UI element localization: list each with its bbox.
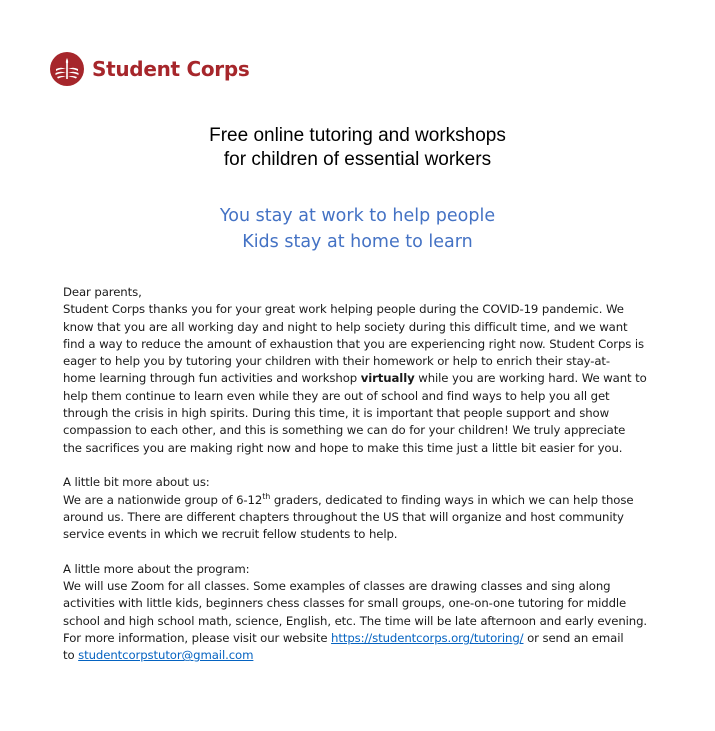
page-title (0, 124, 715, 172)
text-line: We will use Zoom for all classes. Some examples of classes are drawing classes and sing along (63, 579, 611, 594)
text-line: school and high school math, science, English, etc. The time will be late afternoon and early evening. (63, 613, 648, 628)
text-segment: home learning through fun activities and workshop (63, 371, 361, 386)
text-line: know that you are all working day and night to help society during this difficult time, and we want (63, 319, 628, 334)
text-line: service events in which we recruit fellow students to help. (63, 527, 398, 542)
student-corps-emblem-icon (50, 52, 84, 86)
text-segment: graders, dedicated to finding ways in which we can help those (270, 492, 634, 507)
email-link[interactable]: studentcorpstutor@gmail.com (78, 648, 254, 663)
letter-body (63, 284, 663, 665)
brand-logo (50, 51, 249, 87)
headline-line-2: for children of essential workers (223, 149, 492, 170)
text-line (63, 630, 663, 647)
text-line: around us. There are different chapters throughout the US that will organize and host community (63, 509, 624, 524)
paragraph-spacer (63, 457, 663, 474)
tagline-line-2: Kids stay at home to learn (242, 232, 473, 252)
text-segment: We are a nationwide group of 6-12 (63, 492, 263, 507)
text-segment: to (63, 648, 79, 663)
text-line: the sacrifices you are making right now and hope to make this time just a little bit easier for you. (63, 440, 623, 455)
website-link[interactable]: https://studentcorps.org/tutoring/ (331, 630, 524, 645)
tagline (0, 203, 715, 255)
section-heading: A little more about the program: (63, 561, 250, 576)
text-line: help them continue to learn even while they are out of school and find ways to help you all get (63, 388, 610, 403)
text-line (63, 370, 663, 387)
text-segment: while you are working hard. We want to (414, 371, 647, 386)
text-line (63, 492, 663, 509)
text-line: compassion to each other, and this is something we can do for your children! We truly appreciate (63, 423, 626, 438)
headline-line-1: Free online tutoring and workshops (209, 125, 506, 146)
greeting: Dear parents, (63, 285, 142, 299)
brand-name: Student Corps (92, 57, 250, 81)
text-line: eager to help you by tutoring your children with their homework or help to enrich their stay-at- (63, 354, 611, 369)
paragraph-spacer (63, 543, 663, 560)
superscript: th (262, 491, 271, 501)
text-line: find a way to reduce the amount of exhaustion that you are experiencing right now. Student Corps is (63, 336, 645, 351)
text-segment: or send an email (523, 630, 624, 645)
tagline-line-1: You stay at work to help people (219, 206, 496, 226)
text-line: through the crisis in high spirits. During this time, it is important that people support and show (63, 406, 610, 421)
text-line: Student Corps thanks you for your great work helping people during the COVID-19 pandemic. We (63, 302, 624, 317)
text-line (63, 647, 663, 664)
paragraph-about-us (63, 474, 663, 543)
emphasis-virtually: virtually (360, 371, 415, 386)
text-line: activities with little kids, beginners chess classes for small groups, one-on-one tutoring for middle (63, 596, 627, 611)
text-segment: For more information, please visit our website (63, 630, 332, 645)
paragraph-program (63, 561, 663, 665)
section-heading: A little bit more about us: (63, 475, 210, 490)
paragraph-thanks (63, 301, 663, 457)
